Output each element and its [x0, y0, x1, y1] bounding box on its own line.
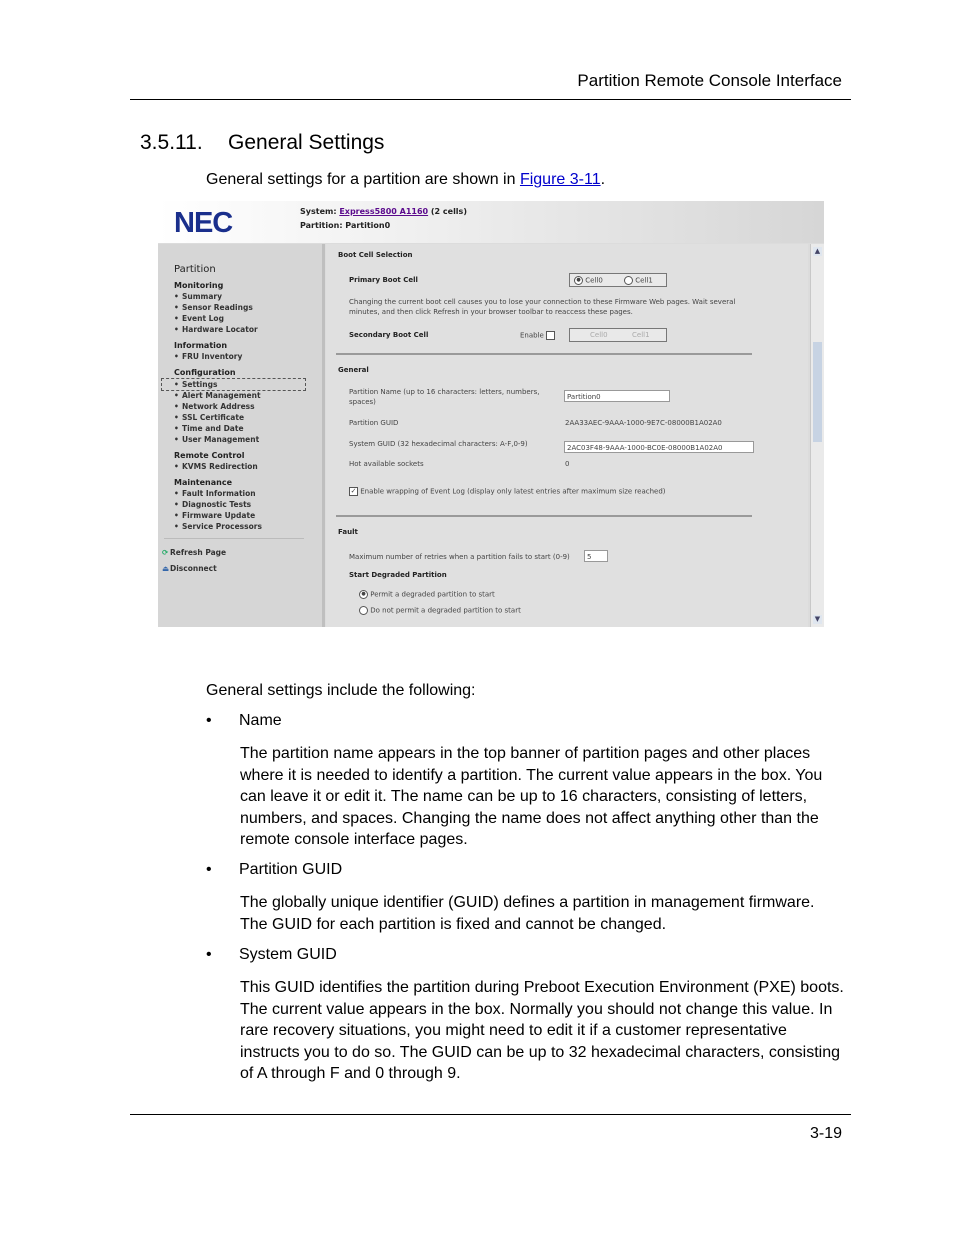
header-rule: [130, 99, 851, 100]
nav-remote-control: Remote Control: [174, 451, 245, 460]
bullet-name: • Name: [206, 712, 282, 729]
paragraph-partition-guid: The globally unique identifier (GUID) defines a partition in management firmware. The GUID for each partition is fixed and cannot be changed.: [240, 894, 815, 933]
sockets-label: Hot available sockets: [349, 460, 424, 468]
paragraph-system-guid: This GUID identifies the partition during Preboot Execution Environment (PXE) boots. The current value appears in the box. Normally you should not change this value. In rare recovery situations, you might need to edit it if a customer representative instructs you to do so. The GUID can be up to 32 hexadecimal characters, consisting of A through F and 0 through 9.: [240, 979, 844, 1083]
intro-paragraph: [206, 171, 605, 189]
system-label: System:: [300, 207, 337, 216]
nav-item-network-address[interactable]: • Network Address: [174, 402, 255, 411]
secondary-boot-radio-group: [569, 328, 667, 342]
secondary-boot-label: Secondary Boot Cell: [349, 331, 429, 339]
nav-divider: [164, 538, 304, 539]
system-link[interactable]: Express5800 A1160: [339, 207, 429, 216]
partition-guid-value: 2AA33AEC-9AAA-1000-9E7C-08000B1A02A0: [565, 419, 722, 427]
intro-text: General settings for a partition are shown in: [206, 171, 520, 188]
system-guid-label: System GUID (32 hexadecimal characters: A-F,0-9): [349, 440, 528, 448]
permit-degraded-radio[interactable]: ● Permit a degraded partition to start: [359, 590, 495, 599]
nav-item-kvms-redirection[interactable]: • KVMS Redirection: [174, 462, 258, 471]
sockets-value: 0: [565, 460, 570, 468]
section-title: General Settings: [228, 131, 385, 154]
not-permit-degraded-radio[interactable]: Do not permit a degraded partition to start: [359, 606, 521, 615]
nav-item-fru-inventory[interactable]: • FRU Inventory: [174, 352, 243, 361]
vertical-scrollbar[interactable]: [810, 244, 824, 627]
nav-configuration: Configuration: [174, 368, 236, 377]
page-number: 3-19: [809, 1125, 842, 1142]
system-info: [300, 205, 467, 233]
boot-note: Changing the current boot cell causes you to lose your connection to these Firmware Web pages. Wait several minutes, and then click Refresh in your browser toolbar to reaccess these pages.: [349, 298, 736, 316]
secondary-cell1[interactable]: Cell1: [632, 331, 650, 339]
general-heading: General: [338, 366, 369, 374]
nav-item-settings[interactable]: • Settings: [174, 380, 218, 389]
nav-item-time-and-date[interactable]: • Time and Date: [174, 424, 244, 433]
nav-item-hardware-locator[interactable]: • Hardware Locator: [174, 325, 258, 334]
nav-item-fault-information[interactable]: • Fault Information: [174, 489, 256, 498]
system-cells: (2 cells): [430, 207, 467, 216]
footer-rule: [130, 1114, 851, 1115]
secondary-cell0[interactable]: Cell0: [590, 331, 608, 339]
nav-monitoring: Monitoring: [174, 281, 224, 290]
bullet-system-guid: • System GUID: [206, 946, 337, 963]
nav-item-sensor-readings[interactable]: • Sensor Readings: [174, 303, 253, 312]
refresh-icon: ⟳: [162, 548, 169, 557]
figure-link[interactable]: Figure 3-11: [519, 171, 601, 188]
fault-heading: Fault: [338, 528, 358, 536]
nec-logo: NEC: [174, 207, 233, 239]
nav-item-firmware-update[interactable]: • Firmware Update: [174, 511, 256, 520]
disconnect-link[interactable]: ⏏Disconnect: [162, 564, 217, 573]
intro-period: .: [600, 171, 606, 188]
nav-item-service-processors[interactable]: • Service Processors: [174, 522, 262, 531]
running-header: Partition Remote Console Interface: [577, 71, 842, 90]
settings-content: [326, 244, 808, 627]
paragraph-name: The partition name appears in the top banner of partition pages and other places where it is needed to identify a partition. The current value appears in the box. You can leave it or edit it. The name can be up to 16 characters, consisting of letters, numbers, and spaces. Changing the name does not affect anything other than the remote console interface pages.: [240, 745, 823, 849]
wrap-event-log-checkbox[interactable]: ✓ Enable wrapping of Event Log (display only latest entries after maximum size reached): [350, 487, 666, 496]
nav-item-user-management[interactable]: • User Management: [174, 435, 260, 444]
section-heading: [140, 131, 384, 155]
secondary-enable-checkbox[interactable]: Enable: [520, 331, 555, 340]
scroll-thumb[interactable]: [813, 342, 822, 442]
nav-maintenance: Maintenance: [174, 478, 233, 487]
cell0-radio[interactable]: ● Cell0: [574, 276, 603, 285]
refresh-page-link[interactable]: ⟳ Refresh Page: [162, 548, 227, 557]
nav-item-diagnostic-tests[interactable]: • Diagnostic Tests: [174, 500, 252, 509]
nav-item-ssl-certificate[interactable]: • SSL Certificate: [174, 413, 245, 422]
nav-item-alert-management[interactable]: • Alert Management: [174, 391, 261, 400]
partition-line: Partition: Partition0: [300, 221, 391, 230]
nav-information: Information: [174, 341, 228, 350]
boot-heading: Boot Cell Selection: [338, 251, 413, 259]
general-divider: [336, 515, 752, 517]
nav-partition: Partition: [174, 264, 216, 275]
partition-guid-label: Partition GUID: [349, 419, 399, 427]
figure-screenshot: [158, 201, 824, 627]
boot-divider: [336, 353, 752, 355]
nav-item-summary[interactable]: • Summary: [174, 292, 223, 301]
scroll-up-icon[interactable]: ▲: [814, 247, 821, 255]
cell1-radio[interactable]: Cell1: [624, 276, 653, 285]
primary-boot-radio-group: [569, 273, 667, 287]
nav-item-event-log[interactable]: • Event Log: [174, 314, 224, 323]
primary-boot-label: Primary Boot Cell: [349, 276, 418, 284]
retries-input[interactable]: 5: [584, 550, 608, 562]
disconnect-icon: ⏏: [162, 564, 170, 573]
partition-name-label: Partition Name (up to 16 characters: letters, numbers, spaces): [349, 388, 540, 406]
scroll-down-icon[interactable]: ▼: [814, 615, 821, 623]
retries-label: Maximum number of retries when a partition fails to start (0-9): [349, 553, 570, 561]
section-number: 3.5.11.: [140, 131, 203, 154]
list-lead: General settings include the following:: [206, 682, 476, 699]
system-guid-input[interactable]: 2AC03F48-9AAA-1000-BC0E-08000B1A02A0: [564, 441, 754, 453]
bullet-partition-guid: • Partition GUID: [206, 861, 343, 878]
figure-banner: [158, 201, 824, 243]
partition-name-input[interactable]: Partition0: [564, 390, 670, 402]
degraded-heading: Start Degraded Partition: [349, 571, 447, 579]
nav-panel: [158, 244, 325, 627]
